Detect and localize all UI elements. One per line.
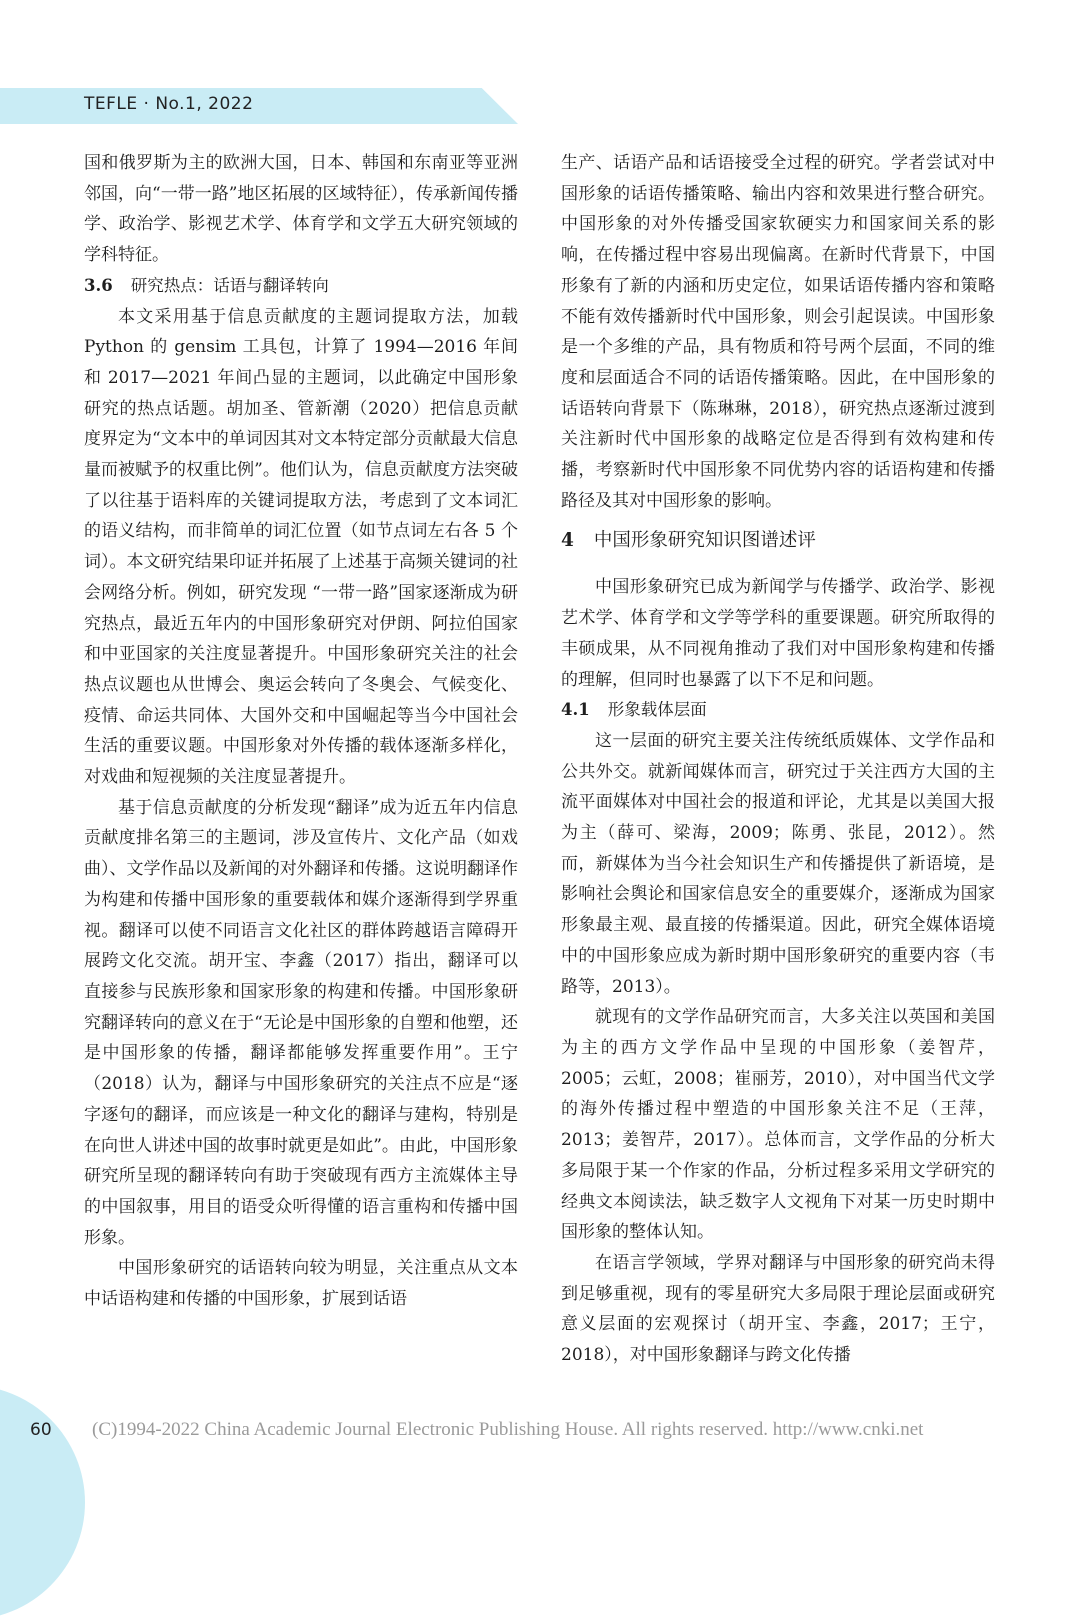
right-column <box>561 148 995 1371</box>
left-column <box>84 148 518 1315</box>
paragraph: 本文采用基于信息贡献度的主题词提取方法，加载 Python 的 gensim 工具包，计算了 1994—2016 年间和 2017—2021 年间凸显的主题词，以此确定中国形象研究的热点话题。胡加圣、管新潮（2020）把信息贡献度界定为“文本中的单词因其对文本特定部分贡献最大信息量而被赋予的权重比例”。他们认为，信息贡献度方法突破了以往基于语料库的关键词提取方法，考虑到了文本词汇的语义结构，而非简单的词汇位置（如节点词左右各 5 个词）。本文研究结果印证并拓展了上述基于高频关键词的社会网络分析。例如，研究发现 “一带一路”国家逐渐成为研究热点，最近五年内的中国形象研究对伊朗、阿拉伯国家和中亚国家的关注度显著提升。中国形象研究关注的社会热点议题也从世博会、奥运会转向了冬奥会、气候变化、疫情、命运共同体、大国外交和中国崛起等当今中国社会生活的重要议题。中国形象对外传播的载体逐渐多样化，对戏曲和短视频的关注度显著提升。 <box>84 306 518 788</box>
section-heading-4-1 <box>561 695 995 726</box>
paragraph: 生产、话语产品和话语接受全过程的研究。学者尝试对中国形象的话语传播策略、输出内容和效果进行整合研究。中国形象的对外传播受国家软硬实力和国家间关系的影响，在传播过程中容易出现偏离。在新时代背景下，中国形象有了新的内涵和历史定位，如果话语传播内容和策略不能有效传播新时代中国形象，则会引起误读。中国形象是一个多维的产品，具有物质和符号两个层面，不同的维度和层面适合不同的话语传播策略。因此，在中国形象的话语转向背景下（陈琳琳，2018），研究热点逐渐过渡到关注新时代中国形象的战略定位是否得到有效构建和传播，考察新时代中国形象不同优势内容的话语构建和传播路径及其对中国形象的影响。 <box>561 153 995 511</box>
paragraph: 这一层面的研究主要关注传统纸质媒体、文学作品和公共外交。就新闻媒体而言，研究过于关注西方大国的主流平面媒体对中国社会的报道和评论，尤其是以美国大报为主（薛可、梁海，2009；陈勇、张昆，2012）。然而，新媒体为当今社会知识生产和传播提供了新语境，是影响社会舆论和国家信息安全的重要媒介，逐渐成为国家形象最主观、最直接的传播渠道。因此，研究全媒体语境中的中国形象应成为新时期中国形象研究的重要内容（韦路等，2013）。 <box>561 730 995 997</box>
paragraph: 就现有的文学作品研究而言，大多关注以英国和美国为主的西方文学作品中呈现的中国形象（姜智芹，2005；云虹，2008；崔丽芳，2010），对中国当代文学的海外传播过程中塑造的中国形象关注不足（王萍，2013；姜智芹，2017）。总体而言，文学作品的分析大多局限于某一个作家的作品，分析过程多采用文学研究的经典文本阅读法，缺乏数字人文视角下对某一历史时期中国形象的整体认知。 <box>561 1007 995 1243</box>
footer-copyright: (C)1994-2022 China Academic Journal Electronic Publishing House. All rights reserved. http://www.cnki.net <box>92 1419 924 1440</box>
paragraph: 国和俄罗斯为主的欧洲大国，日本、韩国和东南亚等亚洲邻国，向“一带一路”地区拓展的区域特征），传承新闻传播学、政治学、影视艺术学、体育学和文学五大研究领域的学科特征。 <box>84 153 518 266</box>
paragraph: 中国形象研究的话语转向较为明显，关注重点从文本中话语构建和传播的中国形象，扩展到话语 <box>84 1258 518 1310</box>
section-number: 4.1 <box>561 700 590 720</box>
header-band <box>0 88 518 124</box>
paragraph: 中国形象研究已成为新闻学与传播学、政治学、影视艺术学、体育学和文学等学科的重要课题。研究所取得的丰硕成果，从不同视角推动了我们对中国形象构建和传播的理解，但同时也暴露了以下不足和问题。 <box>561 577 995 690</box>
running-head: TEFLE · No.1, 2022 <box>84 94 254 114</box>
section-heading-4 <box>561 526 995 556</box>
section-title: 研究热点：话语与翻译转向 <box>130 275 329 295</box>
page-number: 60 <box>30 1420 52 1440</box>
section-number: 3.6 <box>84 275 113 295</box>
section-heading-3-6 <box>84 271 518 302</box>
paragraph: 在语言学领域，学界对翻译与中国形象的研究尚未得到足够重视，现有的零星研究大多局限于理论层面或研究意义层面的宏观探讨（胡开宝、李鑫，2017；王宁，2018），对中国形象翻译与跨文化传播 <box>561 1252 995 1366</box>
section-title: 中国形象研究知识图谱述评 <box>593 530 816 552</box>
paragraph: 基于信息贡献度的分析发现“翻译”成为近五年内信息贡献度排名第三的主题词，涉及宣传片、文化产品（如戏曲）、文学作品以及新闻的对外翻译和传播。这说明翻译作为构建和传播中国形象的重要载体和媒介逐渐得到学界重视。翻译可以使不同语言文化社区的群体跨越语言障碍开展跨文化交流。胡开宝、李鑫（2017）指出，翻译可以直接参与民族形象和国家形象的构建和传播。中国形象研究翻译转向的意义在于“无论是中国形象的自塑和他塑，还是中国形象的传播，翻译都能够发挥重要作用”。王宁（2018）认为，翻译与中国形象研究的关注点不应是“逐字逐句的翻译，而应该是一种文化的翻译与建构，特别是在向世人讲述中国的故事时就更是如此”。由此，中国形象研究所呈现的翻译转向有助于突破现有西方主流媒体主导的中国叙事，用目的语受众听得懂的语言重构和传播中国形象。 <box>84 797 518 1248</box>
section-title: 形象载体层面 <box>607 700 707 720</box>
section-number: 4 <box>561 530 574 552</box>
